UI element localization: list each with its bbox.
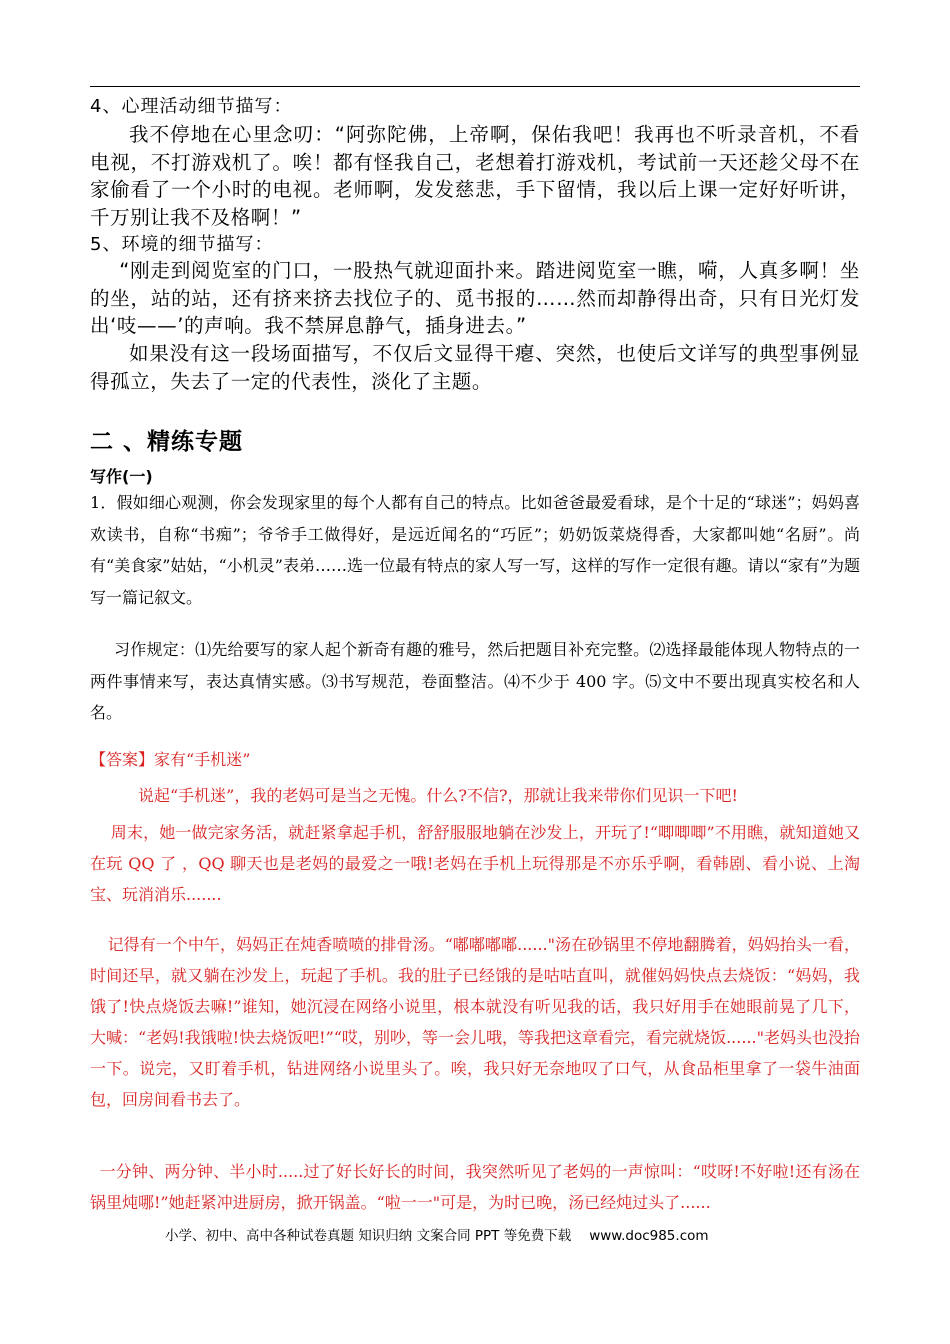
- answer-paragraph-3: 记得有一个中午，妈妈正在炖香喷喷的排骨汤。“嘟嘟嘟嘟......"汤在砂锅里不停地翻腾着，妈妈抬头一看，时间还早，就又躺在沙发上，玩起了手机。我的肚子已经饿的是咕咕直叫，就催妈妈快点去烧饭：“妈妈，我饿了!快点烧饭去嘛!”谁知，她沉浸在网络小说里，根本就没有听见我的话，我只好用手在她眼前晃了几下，大喊：“老妈!我饿啦!快去烧饭吧!”“哎，别吵，等一会儿哦，等我把这章看完，看完就烧饭......"老妈头也没抬一下。说完，又盯着手机，钻进网络小说里头了。唉，我只好无奈地叹了口气，从食品柜里拿了一袋牛油面包，回房间看书去了。: [90, 935, 860, 1109]
- question-1: 1．假如细心观测，你会发现家里的每个人都有自己的特点。比如爸爸最爱看球，是个十足的“球迷”；妈妈喜欢读书，自称“书痴”；爷爷手工做得好，是远近闻名的“巧匠”；奶奶饭菜烧得香，大家都叫她“名厨”。尚有“美食家”姑姑，“小机灵”表弟……选一位最有特点的家人写一写，这样的写作一定很有趣。请以“家有”为题写一篇记叙文。: [90, 493, 860, 607]
- env-comment-paragraph: 如果没有这一段场面描写，不仅后文显得干瘪、突然，也使后文详写的典型事例显得孤立，失去了一定的代表性，淡化了主题。: [90, 342, 860, 393]
- psych-heading: 4、心理活动细节描写：: [90, 96, 293, 117]
- answer-header: [90, 747, 860, 773]
- answer-label: 【答案】: [90, 750, 155, 769]
- env-heading: 5、环境的细节描写：: [90, 234, 274, 255]
- answer-paragraph-2: 周末，她一做完家务活，就赶紧拿起手机，舒舒服服地躺在沙发上，开玩了!“唧唧唧”不用瞧，就知道她又在玩 QQ 了 ，QQ 聊天也是老妈的最爱之一哦!老妈在手机上玩得那是不亦乐乎啊，看韩剧、看小说、上淘宝、玩消消乐.......: [90, 823, 860, 904]
- page-footer: [165, 1226, 865, 1246]
- footer-url[interactable]: www.doc985.com: [589, 1228, 709, 1244]
- answer-paragraph-4: 一分钟、两分钟、半小时.....过了好长好长的时间，我突然听见了老妈的一声惊叫：“哎呀!不好啦!还有汤在锅里炖哪!”她赶紧冲进厨房，掀开锅盖。“啦一一"可是，为时已晚，汤已经炖过头了......: [90, 1162, 860, 1212]
- writing-rules: 习作规定：⑴先给要写的家人起个新奇有趣的雅号，然后把题目补充完整。⑵选择最能体现人物特点的一两件事情来写，表达真情实感。⑶书写规范，卷面整洁。⑷不少于 400 字。⑸文中不要出现真实校名和人名。: [90, 640, 860, 722]
- footer-text: 小学、初中、高中各种试卷真题 知识归纳 文案合同 PPT 等免费下载: [165, 1228, 572, 1244]
- answer-paragraph-1: 说起“手机迷”，我的老妈可是当之无愧。什么?不信?，那就让我来带你们见识一下吧!: [138, 786, 738, 805]
- section-title: 二 、精练专题: [90, 429, 244, 455]
- env-paragraph: “刚走到阅览室的门口，一股热气就迎面扑来。踏进阅览室一瞧，嗬，人真多啊！坐的坐，站的站，还有挤来挤去找位子的、觅书报的……然而却静得出奇，只有日光灯发出‘吱——’的声响。我不禁屏息静气，插身进去。”: [90, 259, 860, 337]
- section-subtitle: 写作(一): [90, 467, 153, 486]
- psych-paragraph: 我不停地在心里念叨：“阿弥陀佛，上帝啊，保佑我吧！我再也不听录音机，不看电视，不打游戏机了。唉！都有怪我自己，老想着打游戏机，考试前一天还趁父母不在家偷看了一个小时的电视。老师啊，发发慈悲，手下留情，我以后上课一定好好听讲，千万别让我不及格啊！”: [90, 123, 860, 229]
- header-rule: [90, 86, 860, 87]
- answer-title: 家有“手机迷”: [154, 750, 251, 769]
